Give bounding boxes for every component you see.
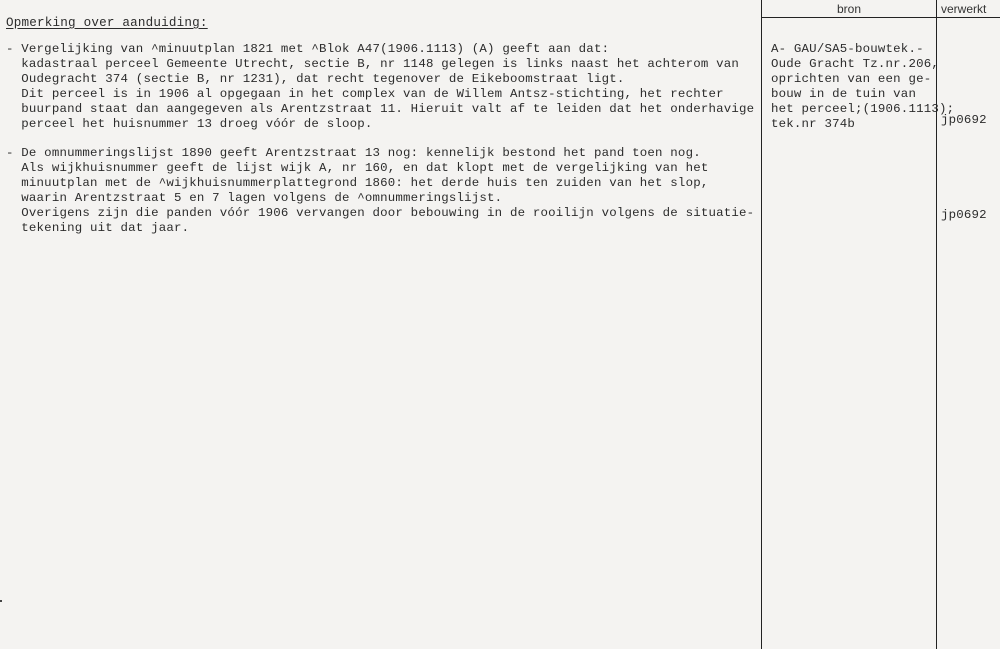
remarks-heading: Opmerking over aanduiding: — [6, 16, 208, 30]
column-divider-bron — [761, 0, 762, 649]
text-line: - De omnummeringslijst 1890 geeft Arentzstraat 13 nog: kennelijk bestond het pand toen nog. — [6, 146, 701, 160]
text-line: het perceel;(1906.1113); — [771, 102, 955, 116]
column-header-bron: bron — [837, 2, 862, 16]
text-line: Oude Gracht Tz.nr.206, — [771, 57, 939, 71]
text-line: oprichten van een ge- — [771, 72, 932, 86]
text-line: kadastraal perceel Gemeente Utrecht, sectie B, nr 1148 gelegen is links naast het achterom van — [6, 57, 740, 71]
text-line: tekening uit dat jaar. — [6, 221, 190, 235]
margin-mark — [0, 600, 2, 602]
remark-paragraph-omnummeringslijst — [6, 146, 755, 236]
text-line: - Vergelijking van ^minuutplan 1821 met ^Blok A47(1906.1113) (A) geeft aan dat: — [6, 42, 610, 56]
text-line: Oudegracht 374 (sectie B, nr 1231), dat recht tegenover de Eikeboomstraat ligt. — [6, 72, 625, 86]
column-header-verwerkt: verwerkt — [941, 2, 987, 16]
text-line: minuutplan met de ^wijkhuisnummerplattegrond 1860: het derde huis ten zuiden van het slop, — [6, 176, 709, 190]
verwerkt-entry-2: jp0692 — [941, 208, 987, 222]
text-line: buurpand staat dan aangegeven als Arentzstraat 11. Hieruit valt af te leiden dat het onderhavige — [6, 102, 755, 116]
text-line: Dit perceel is in 1906 al opgegaan in het complex van de Willem Antsz-stichting, het rechter — [6, 87, 724, 101]
text-line: waarin Arentzstraat 5 en 7 lagen volgens de ^omnummeringslijst. — [6, 191, 503, 205]
verwerkt-entry-1: jp0692 — [941, 113, 987, 127]
remark-paragraph-minuutplan — [6, 42, 755, 132]
text-line: bouw in de tuin van — [771, 87, 917, 101]
text-line: A- GAU/SA5-bouwtek.- — [771, 42, 924, 56]
table-header-rule — [761, 17, 1000, 18]
text-line: tek.nr 374b — [771, 117, 855, 131]
text-line: Als wijkhuisnummer geeft de lijst wijk A, nr 160, en dat klopt met de vergelijking van het — [6, 161, 709, 175]
text-line: perceel het huisnummer 13 droeg vóór de sloop. — [6, 117, 373, 131]
text-line: Overigens zijn die panden vóór 1906 vervangen door bebouwing in de rooilijn volgens de situatie- — [6, 206, 755, 220]
